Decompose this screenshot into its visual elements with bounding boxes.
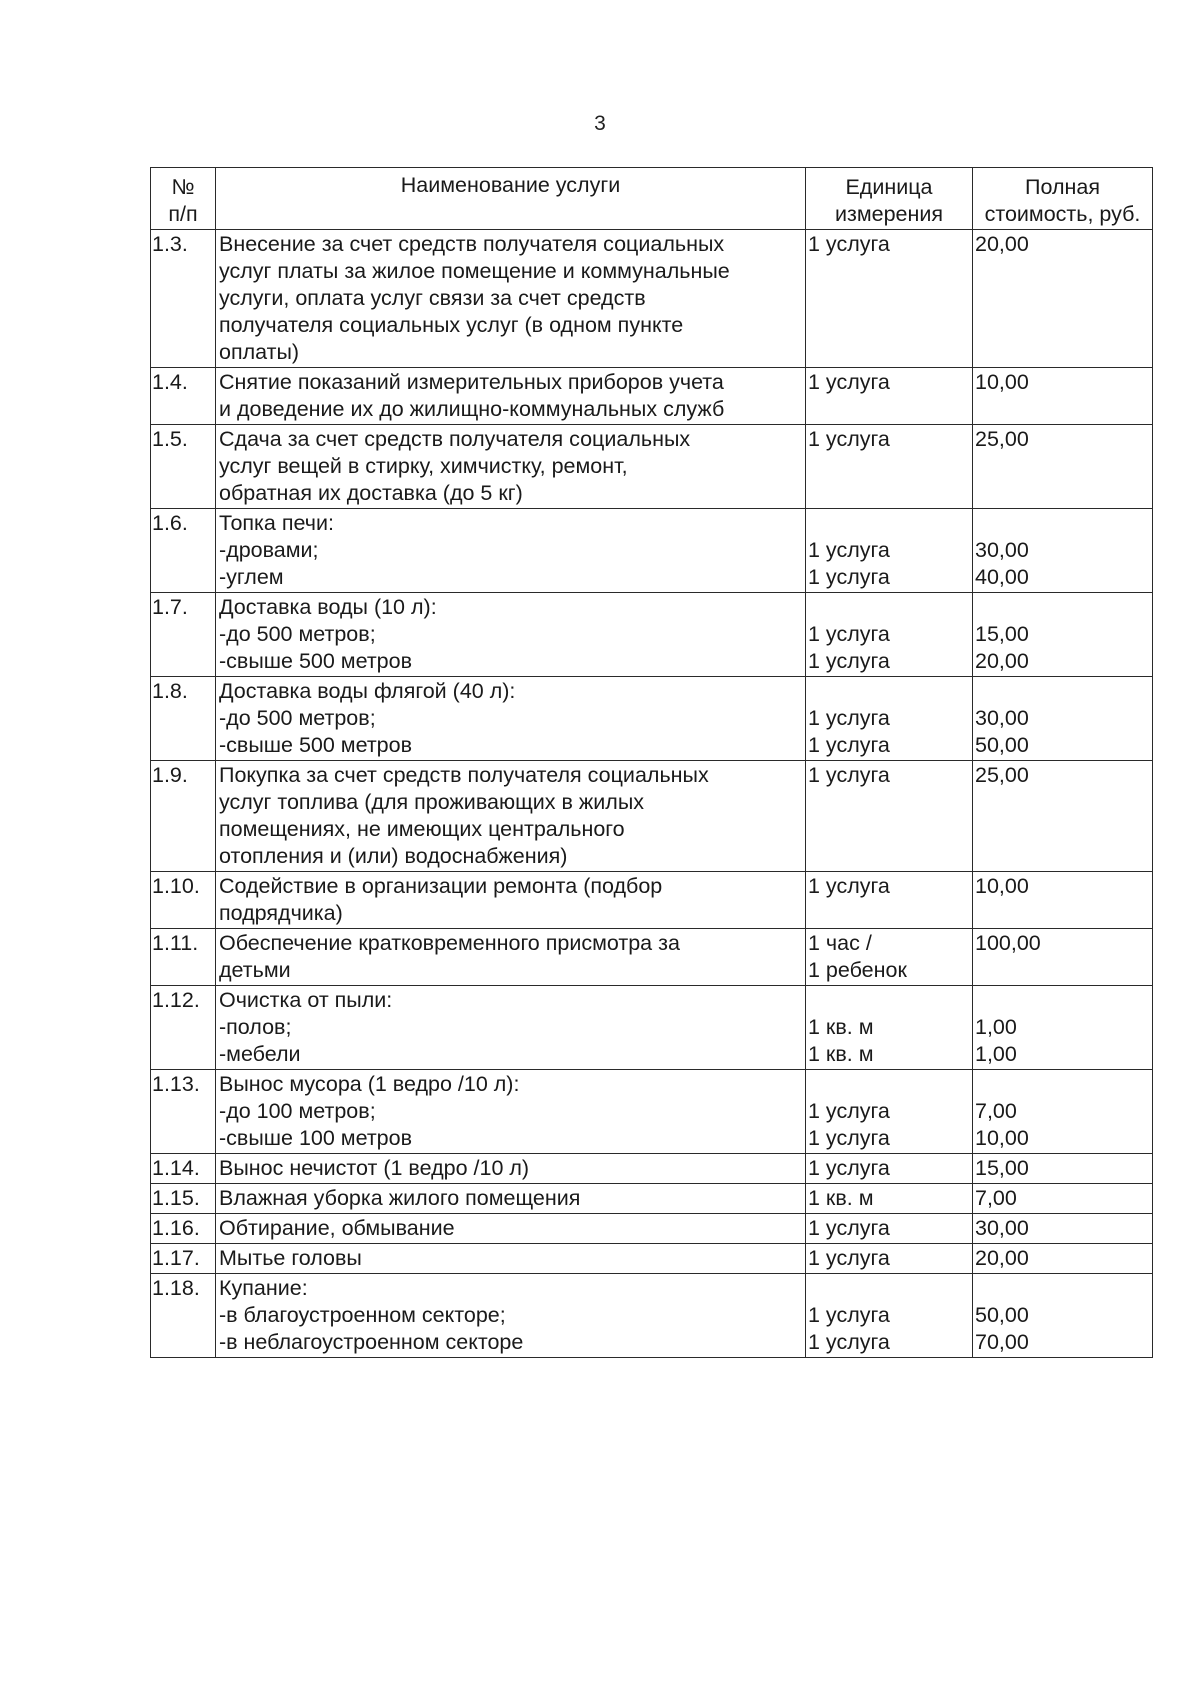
header-number xyxy=(151,168,216,230)
service-name-line: -в неблагоустроенном секторе xyxy=(219,1330,524,1354)
unit-of-measure-line: 1 час / xyxy=(808,931,872,955)
unit-of-measure-line: 1 услуга xyxy=(808,622,890,646)
service-name-line: Обтирание, обмывание xyxy=(219,1216,455,1240)
full-price-line: 1,00 xyxy=(975,1015,1017,1039)
table-row xyxy=(151,425,1153,509)
table-row xyxy=(151,1154,1153,1184)
unit-of-measure xyxy=(806,872,973,929)
full-price-line: 7,00 xyxy=(975,1186,1017,1210)
service-name-line: Покупка за счет средств получателя социальных xyxy=(219,763,709,787)
header-price xyxy=(973,168,1153,230)
service-name xyxy=(216,1214,806,1244)
unit-of-measure-line: 1 услуга xyxy=(808,649,890,673)
unit-of-measure-line: 1 услуга xyxy=(808,1099,890,1123)
unit-of-measure xyxy=(806,368,973,425)
full-price-line: 30,00 xyxy=(975,1216,1029,1240)
unit-of-measure-line: 1 кв. м xyxy=(808,1042,874,1066)
service-name-line: Влажная уборка жилого помещения xyxy=(219,1186,581,1210)
spacer xyxy=(808,594,970,621)
service-name-line: Доставка воды флягой (40 л): xyxy=(219,679,516,703)
unit-of-measure-line: 1 услуга xyxy=(808,733,890,757)
table-row xyxy=(151,761,1153,872)
unit-of-measure-line: 1 услуга xyxy=(808,1216,890,1240)
full-price xyxy=(973,1154,1153,1184)
unit-of-measure xyxy=(806,929,973,986)
table-row xyxy=(151,368,1153,425)
service-name-line: Обеспечение кратковременного присмотра за xyxy=(219,931,680,955)
service-name-line: -дровами; xyxy=(219,538,319,562)
service-name-line: -до 100 метров; xyxy=(219,1099,376,1123)
header-price-line: стоимость, руб. xyxy=(984,202,1141,226)
full-price xyxy=(973,677,1153,761)
table-header-row xyxy=(151,168,1153,230)
full-price xyxy=(973,1214,1153,1244)
table-row xyxy=(151,509,1153,593)
service-name-line: помещениях, не имеющих центрального xyxy=(219,817,625,841)
service-name-line: Купание: xyxy=(219,1276,308,1300)
service-name-line: Очистка от пыли: xyxy=(219,988,393,1012)
table-row xyxy=(151,872,1153,929)
unit-of-measure-line: 1 услуга xyxy=(808,706,890,730)
row-number: 1.3. xyxy=(151,230,216,368)
service-name xyxy=(216,1274,806,1358)
full-price-line: 100,00 xyxy=(975,931,1041,955)
service-name-line: -свыше 500 метров xyxy=(219,649,413,673)
full-price-line: 7,00 xyxy=(975,1099,1017,1123)
service-name-line: Содействие в организации ремонта (подбор xyxy=(219,874,663,898)
service-name-line: Внесение за счет средств получателя социальных xyxy=(219,232,725,256)
header-unit-line: измерения xyxy=(834,202,944,226)
full-price xyxy=(973,509,1153,593)
full-price-line: 10,00 xyxy=(975,874,1029,898)
service-name-line: -свыше 100 метров xyxy=(219,1126,413,1150)
unit-of-measure-line: 1 услуга xyxy=(808,874,890,898)
unit-of-measure xyxy=(806,1154,973,1184)
unit-of-measure-line: 1 кв. м xyxy=(808,1186,874,1210)
service-name xyxy=(216,509,806,593)
full-price xyxy=(973,425,1153,509)
full-price-line: 20,00 xyxy=(975,1246,1029,1270)
unit-of-measure-line: 1 услуга xyxy=(808,763,890,787)
unit-of-measure-line: 1 услуга xyxy=(808,565,890,589)
full-price-line: 40,00 xyxy=(975,565,1029,589)
header-unit xyxy=(806,168,973,230)
unit-of-measure xyxy=(806,677,973,761)
unit-of-measure xyxy=(806,761,973,872)
header-number-line: № xyxy=(171,175,195,199)
service-name-line: Снятие показаний измерительных приборов учета xyxy=(219,370,724,394)
row-number: 1.4. xyxy=(151,368,216,425)
spacer xyxy=(975,987,1150,1014)
spacer xyxy=(975,1275,1150,1302)
service-name xyxy=(216,1070,806,1154)
table-row xyxy=(151,986,1153,1070)
service-name-line: -до 500 метров; xyxy=(219,622,376,646)
spacer xyxy=(808,987,970,1014)
service-name-line: -углем xyxy=(219,565,284,589)
full-price-line: 20,00 xyxy=(975,649,1029,673)
full-price-line: 25,00 xyxy=(975,427,1029,451)
row-number: 1.17. xyxy=(151,1244,216,1274)
service-name-line: детьми xyxy=(219,958,291,982)
full-price xyxy=(973,929,1153,986)
service-name-line: оплаты) xyxy=(219,340,300,364)
table-row xyxy=(151,929,1153,986)
header-price-line: Полная xyxy=(1025,175,1100,199)
full-price xyxy=(973,1244,1153,1274)
unit-of-measure-line: 1 услуга xyxy=(808,1303,890,1327)
unit-of-measure-line: 1 услуга xyxy=(808,1330,890,1354)
service-name-line: обратная их доставка (до 5 кг) xyxy=(219,481,523,505)
services-price-table xyxy=(150,167,1153,1358)
service-name-line: подрядчика) xyxy=(219,901,343,925)
page-number: 3 xyxy=(594,112,606,135)
full-price xyxy=(973,872,1153,929)
row-number: 1.6. xyxy=(151,509,216,593)
unit-of-measure xyxy=(806,986,973,1070)
service-name-line: Мытье головы xyxy=(219,1246,362,1270)
spacer xyxy=(808,678,970,705)
spacer xyxy=(975,1071,1150,1098)
service-name-line: Сдача за счет средств получателя социальных xyxy=(219,427,691,451)
service-name xyxy=(216,1244,806,1274)
spacer xyxy=(808,510,970,537)
full-price-line: 50,00 xyxy=(975,733,1029,757)
unit-of-measure xyxy=(806,593,973,677)
unit-of-measure-line: 1 услуга xyxy=(808,370,890,394)
row-number: 1.10. xyxy=(151,872,216,929)
full-price-line: 15,00 xyxy=(975,1156,1029,1180)
spacer xyxy=(808,1275,970,1302)
header-service-name xyxy=(216,168,806,230)
full-price-line: 70,00 xyxy=(975,1330,1029,1354)
spacer xyxy=(975,594,1150,621)
unit-of-measure xyxy=(806,509,973,593)
service-name-line: Доставка воды (10 л): xyxy=(219,595,437,619)
full-price xyxy=(973,986,1153,1070)
full-price-line: 30,00 xyxy=(975,538,1029,562)
spacer xyxy=(975,510,1150,537)
header-unit-line: Единица xyxy=(845,175,933,199)
full-price xyxy=(973,230,1153,368)
table-row xyxy=(151,677,1153,761)
full-price-line: 50,00 xyxy=(975,1303,1029,1327)
full-price xyxy=(973,1274,1153,1358)
service-name-line: -свыше 500 метров xyxy=(219,733,413,757)
unit-of-measure xyxy=(806,230,973,368)
service-name xyxy=(216,677,806,761)
full-price-line: 20,00 xyxy=(975,232,1029,256)
service-name-line: услуг топлива (для проживающих в жилых xyxy=(219,790,645,814)
unit-of-measure-line: 1 услуга xyxy=(808,538,890,562)
full-price-line: 15,00 xyxy=(975,622,1029,646)
service-name xyxy=(216,761,806,872)
full-price xyxy=(973,593,1153,677)
row-number: 1.13. xyxy=(151,1070,216,1154)
row-number: 1.14. xyxy=(151,1154,216,1184)
unit-of-measure xyxy=(806,1274,973,1358)
row-number: 1.8. xyxy=(151,677,216,761)
service-name-line: -мебели xyxy=(219,1042,301,1066)
row-number: 1.15. xyxy=(151,1184,216,1214)
service-name-line: -в благоустроенном секторе; xyxy=(219,1303,506,1327)
row-number: 1.11. xyxy=(151,929,216,986)
service-name-line: -до 500 метров; xyxy=(219,706,376,730)
unit-of-measure-line: 1 услуга xyxy=(808,232,890,256)
service-name xyxy=(216,230,806,368)
full-price-line: 30,00 xyxy=(975,706,1029,730)
service-name xyxy=(216,425,806,509)
header-service-name-text: Наименование услуги xyxy=(400,173,621,197)
service-name-line: -полов; xyxy=(219,1015,292,1039)
unit-of-measure-line: 1 услуга xyxy=(808,1246,890,1270)
unit-of-measure-line: 1 ребенок xyxy=(808,958,907,982)
service-name xyxy=(216,593,806,677)
full-price xyxy=(973,761,1153,872)
service-name-line: услуги, оплата услуг связи за счет средств xyxy=(219,286,646,310)
service-name xyxy=(216,872,806,929)
full-price xyxy=(973,1184,1153,1214)
full-price xyxy=(973,368,1153,425)
unit-of-measure-line: 1 услуга xyxy=(808,427,890,451)
row-number: 1.18. xyxy=(151,1274,216,1358)
row-number: 1.5. xyxy=(151,425,216,509)
service-name-line: услуг платы за жилое помещение и коммунальные xyxy=(219,259,730,283)
service-name-line: и доведение их до жилищно-коммунальных служб xyxy=(219,397,725,421)
service-name xyxy=(216,1184,806,1214)
unit-of-measure xyxy=(806,1244,973,1274)
table-row xyxy=(151,1070,1153,1154)
service-name xyxy=(216,1154,806,1184)
full-price-line: 25,00 xyxy=(975,763,1029,787)
unit-of-measure-line: 1 услуга xyxy=(808,1156,890,1180)
row-number: 1.7. xyxy=(151,593,216,677)
unit-of-measure xyxy=(806,1214,973,1244)
table-row xyxy=(151,1184,1153,1214)
service-name-line: Топка печи: xyxy=(219,511,334,535)
table-row xyxy=(151,1274,1153,1358)
service-name xyxy=(216,986,806,1070)
unit-of-measure xyxy=(806,1070,973,1154)
spacer xyxy=(975,678,1150,705)
full-price xyxy=(973,1070,1153,1154)
table-row xyxy=(151,1244,1153,1274)
service-name-line: услуг вещей в стирку, химчистку, ремонт, xyxy=(219,454,628,478)
full-price-line: 1,00 xyxy=(975,1042,1017,1066)
service-name-line: Вынос нечистот (1 ведро /10 л) xyxy=(219,1156,530,1180)
table-row xyxy=(151,593,1153,677)
unit-of-measure-line: 1 услуга xyxy=(808,1126,890,1150)
unit-of-measure xyxy=(806,425,973,509)
service-name xyxy=(216,929,806,986)
service-name-line: Вынос мусора (1 ведро /10 л): xyxy=(219,1072,520,1096)
row-number: 1.12. xyxy=(151,986,216,1070)
service-name-line: получателя социальных услуг (в одном пункте xyxy=(219,313,684,337)
table-row xyxy=(151,230,1153,368)
spacer xyxy=(808,1071,970,1098)
full-price-line: 10,00 xyxy=(975,370,1029,394)
table-body xyxy=(151,230,1153,1358)
row-number: 1.16. xyxy=(151,1214,216,1244)
service-name-line: отопления и (или) водоснабжения) xyxy=(219,844,568,868)
header-number-line: п/п xyxy=(168,202,198,226)
service-name xyxy=(216,368,806,425)
full-price-line: 10,00 xyxy=(975,1126,1029,1150)
unit-of-measure-line: 1 кв. м xyxy=(808,1015,874,1039)
row-number: 1.9. xyxy=(151,761,216,872)
table-row xyxy=(151,1214,1153,1244)
unit-of-measure xyxy=(806,1184,973,1214)
